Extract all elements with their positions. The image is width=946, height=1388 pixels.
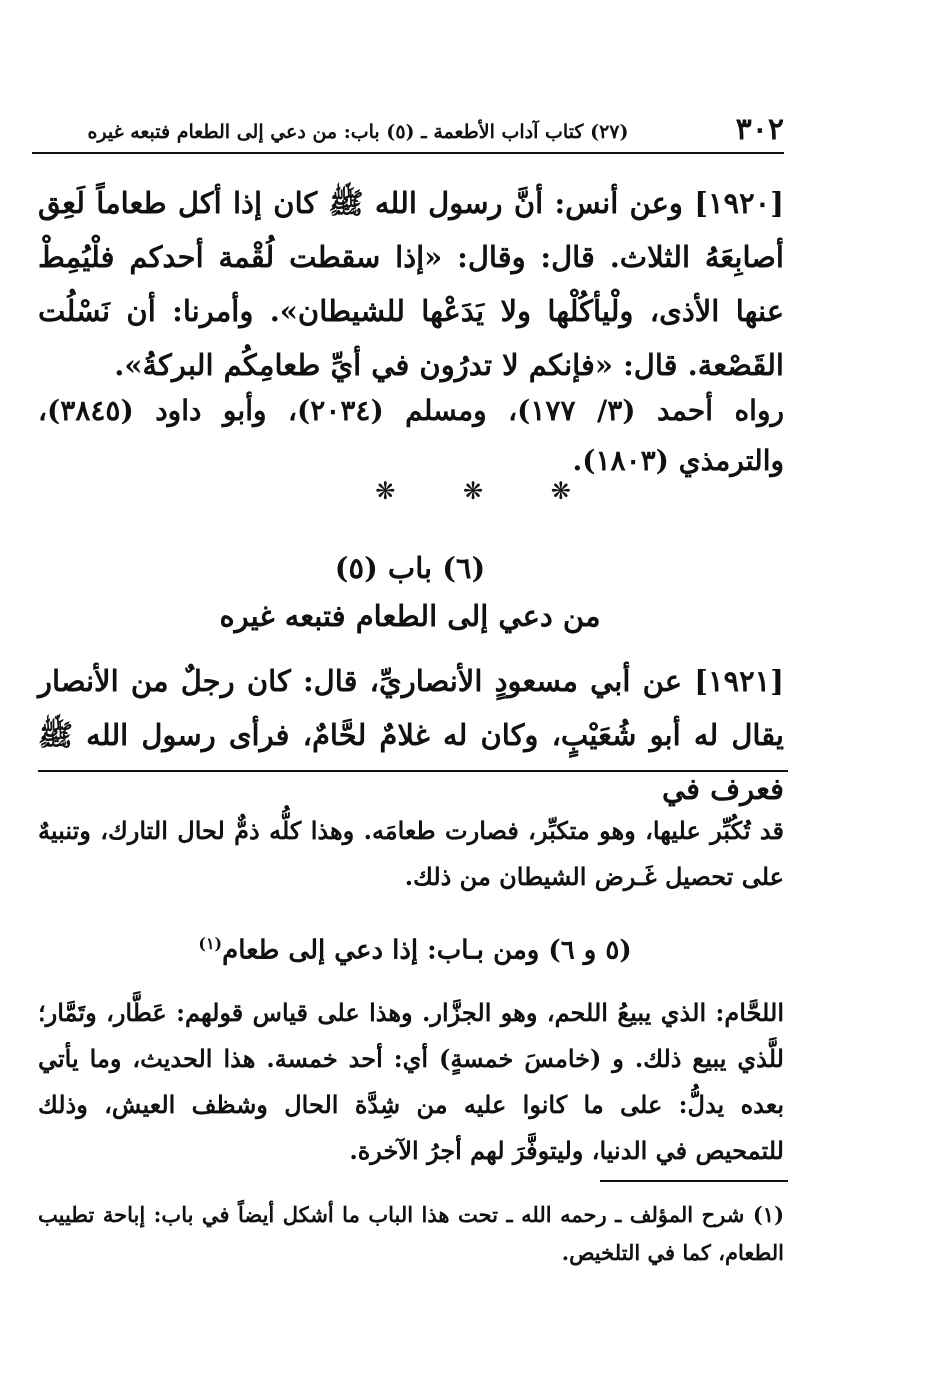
separator-star: ❋ [462,477,484,505]
commentary-heading [0,922,830,973]
footnote-text: (١) شرح المؤلف ـ رحمه الله ـ تحت هذا الباب ما أشكل أيضاً في باب: إباحة تطييب الطعام، كما في التلخيص. [38,1202,784,1265]
section-separator [0,476,946,506]
separator-star: ❋ [550,477,571,505]
hadith-1921-text: [١٩٢١] عن أبي مسعودٍ الأنصاريِّ، قال: كان رجلٌ من الأنصار يقال له أبو شُعَيْبٍ، وكان له غلامٌ لحَّامٌ، فرأى رسول الله ﷺ فعرف في [38,664,784,806]
chapter-number: (٦) باب (٥) [334,551,486,585]
running-head: (٢٧) كتاب آداب الأطعمة ـ (٥) باب: من دعي إلى الطعام فتبعه غيره [87,121,629,143]
footnote-marker: (١) [198,934,223,953]
commentary-paragraph-2: اللحَّام: الذي يبيعُ اللحم، وهو الجزَّار. وهذا على قياس قولهم: عَطَّار، وتَمَّار؛ للَّذي يبيع ذلك. و (خامسَ خمسةٍ) أي: أحد خمسة. هذا الحديث، وما يأتي بعده يدلُّ: على ما كانوا عليه من شِدَّة الحال وشظف العيش، وذلك للتمحيص في الدنيا، وليتوفَّرَ لهم أجرُ الآخرة. [38,998,784,1165]
commentary-rule [38,770,788,772]
chapter-title: من دعي إلى الطعام فتبعه غيره [219,599,601,633]
separator-star: ❋ [375,477,396,505]
hadith-1920-source: رواه أحمد (٣/ ١٧٧)، ومسلم (٢٠٣٤)، وأبو داود (٣٨٤٥)، والترمذي (١٨٠٣). [38,394,784,477]
footnote-rule [600,1180,788,1182]
header-rule [32,152,784,154]
commentary-paragraph-1: قد تُكُبِّر عليها، وهو متكبِّر، فصارت طعامَه. وهذا كلُّه ذمٌّ لحال التارك، وتنبيهٌ على تحصيل غَـرض الشيطان من ذلك. [38,816,784,891]
hadith-1920-text: [١٩٢٠] وعن أنس: أنَّ رسول الله ﷺ كان إذا أكل طعاماً لَعِق أصابِعَهُ الثلاث. قال: وقال: «إذا سقطت لُقْمة أحدكم فلْيُمِطْ عنها الأذى، ولْيأكُلْها ولا يَدَعْها للشيطان». وأمرنا: أن نَسْلُت القَصْعة. قال: «فإنكم لا تدرُون في أيِّ طعامِكُم البركةُ». [38,186,784,382]
commentary-heading-text: (٥ و ٦) ومن بـاب: إذا دعي إلى طعام [222,935,632,966]
page-header [32,112,784,152]
page-number: ٣٠٢ [735,112,784,147]
